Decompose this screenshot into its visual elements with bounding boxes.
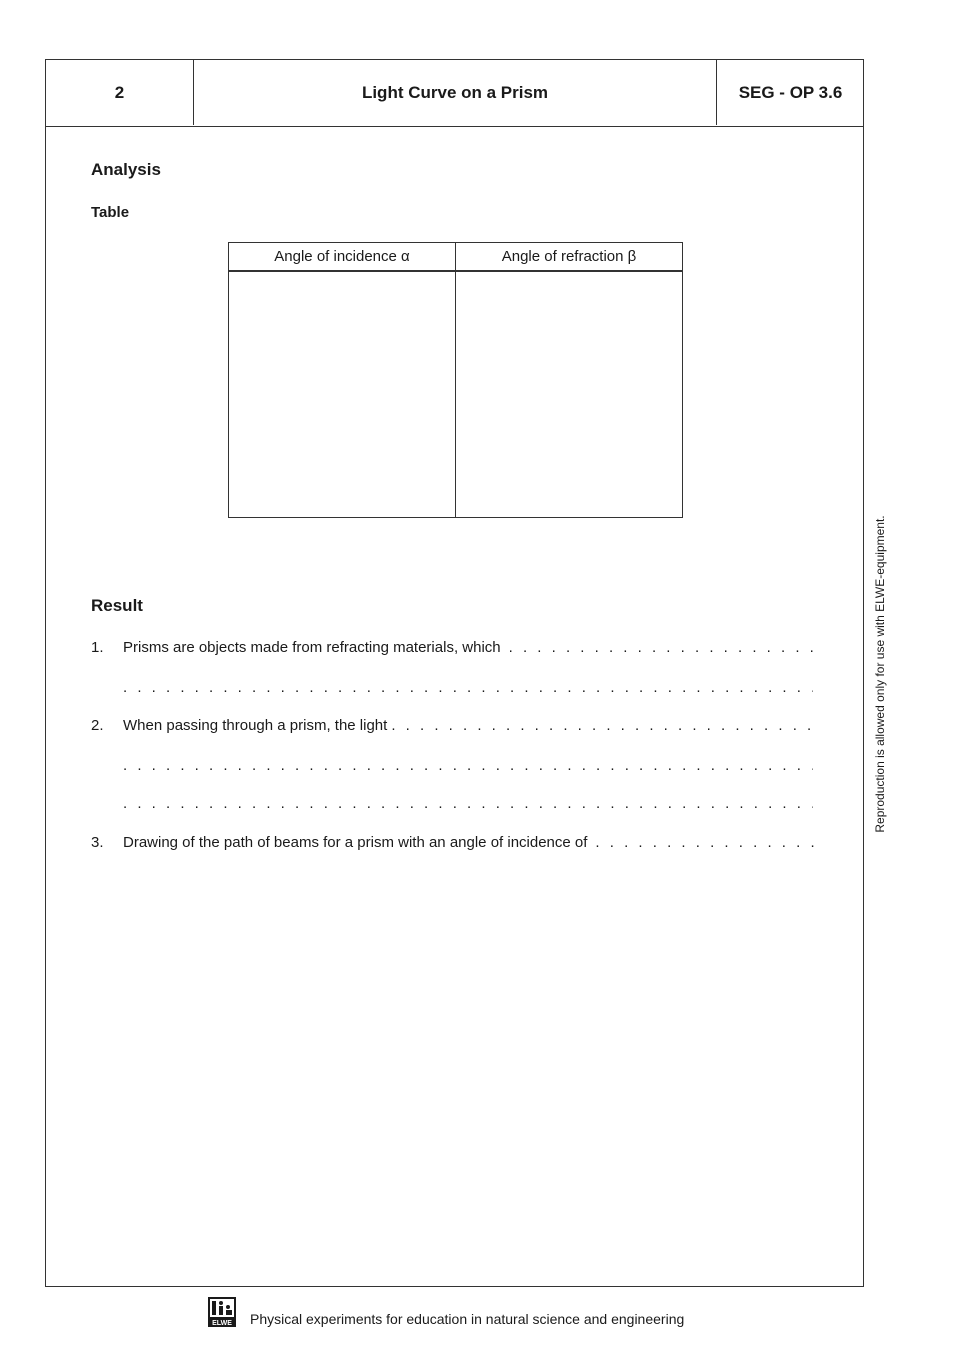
- table-heading: Table: [91, 204, 130, 221]
- answer-blank[interactable]: [391, 717, 817, 734]
- document-code: SEG - OP 3.6: [738, 82, 843, 102]
- measurement-table: [228, 242, 683, 518]
- page-title: Light Curve on a Prism: [194, 60, 717, 125]
- result-heading: Result: [91, 596, 143, 615]
- analysis-heading: Analysis: [91, 160, 161, 179]
- answer-blank[interactable]: [509, 639, 817, 656]
- answer-blank[interactable]: [595, 834, 823, 851]
- result-item-2: [91, 717, 817, 734]
- footer-text: Physical experiments for education in natural science and engineering: [250, 1311, 685, 1327]
- reproduction-notice: Reproduction is allowed only for use with ELWE-equipment.: [873, 515, 887, 833]
- result-item-number: 2.: [91, 717, 104, 734]
- drawing-area[interactable]: [91, 870, 821, 1270]
- refraction-entry-cell[interactable]: [456, 271, 683, 518]
- logo-lettering: ELWE: [212, 1320, 232, 1327]
- worksheet-frame: [45, 59, 864, 1287]
- incidence-entry-cell[interactable]: [229, 271, 456, 518]
- result-item-text: When passing through a prism, the light: [123, 717, 388, 734]
- column-header-incidence: Angle of incidence α: [229, 243, 456, 272]
- answer-blank-line[interactable]: [123, 795, 813, 812]
- result-item-number: 3.: [91, 834, 104, 851]
- result-item-number: 1.: [91, 639, 104, 656]
- elwe-logo-icon: [208, 1297, 236, 1327]
- answer-blank-line[interactable]: [123, 757, 813, 774]
- column-header-refraction: Angle of refraction β: [456, 243, 683, 272]
- answer-blank-line[interactable]: [123, 679, 813, 696]
- page-number: 2: [46, 60, 194, 125]
- footer: [208, 1297, 684, 1327]
- result-item-3: [91, 834, 823, 851]
- result-item-1: [91, 639, 817, 656]
- result-item-text: Prisms are objects made from refracting materials, which: [123, 639, 501, 656]
- result-item-text: Drawing of the path of beams for a prism with an angle of incidence of: [123, 834, 588, 851]
- header-bar: [46, 60, 863, 127]
